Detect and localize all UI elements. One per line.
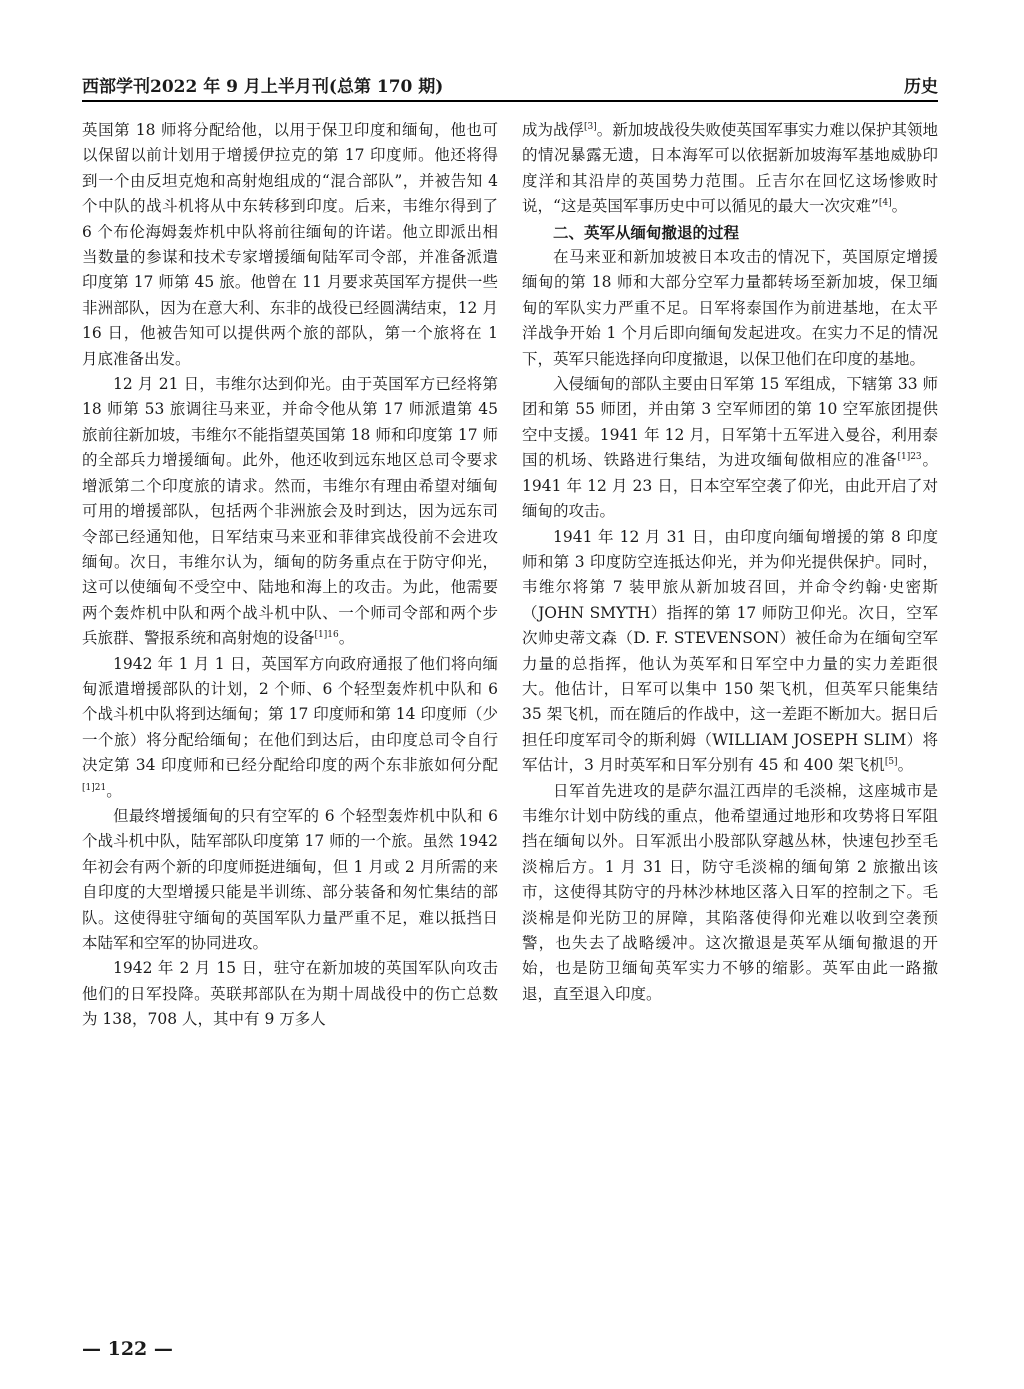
paragraph-text: 入侵缅甸的部队主要由日军第 15 军组成，下辖第 33 师团和第 55 师团，并由第 3 空军师团的第 10 空军旅团提供空中支援。1941 年 12 月，日军第十五军进入曼谷，利用泰国的机场、铁路进行集结，为进攻缅甸做相应的准备 bbox=[522, 375, 938, 470]
paragraph-text: 1942 年 2 月 15 日，驻守在新加坡的英国军队向攻击他们的日军投降。英联邦部队在为期十周战役中的伤亡总数为 138，708 人，其中有 9 万多人 bbox=[82, 959, 498, 1029]
section-name: 历史 bbox=[904, 77, 938, 97]
paragraph-text: 英国第 18 师将分配给他，以用于保卫印度和缅甸，他也可以保留以前计划用于增援伊拉克的第 17 印度师。他还将得到一个由反坦克炮和高射炮组成的“混合部队”，并被告知 4 个中队的战斗机将从中东转移到印度。后来，韦维尔得到了 6 个布伦海姆轰炸机中队将前往缅甸的许诺。他立即派出相当数量的参谋和技术专家增援缅甸陆军司令部，并准备派遣印度第 17 师第 45 旅。他曾在 11 月要求英国军方提供一些非洲部队，因为在意大利、东非的战役已经圆满结束，12 月 16 日，他被告知可以提供两个旅的部队，第一个旅将在 1 月底准备出发。 bbox=[82, 121, 498, 368]
running-header bbox=[82, 70, 938, 102]
page-number: — 122 — bbox=[82, 1338, 173, 1360]
paragraph bbox=[522, 245, 938, 372]
paragraph bbox=[82, 372, 498, 651]
journal-title: 西部学刊2022 年 9 月上半月刊(总第 170 期) bbox=[82, 77, 444, 97]
paragraph bbox=[82, 804, 498, 956]
paragraph bbox=[522, 118, 938, 220]
paragraph bbox=[82, 118, 498, 372]
paragraph-text: 12 月 21 日，韦维尔达到仰光。由于英国军方已经将第 18 师第 53 旅调往马来亚，并命令他从第 17 师派遣第 45 旅前往新加坡，韦维尔不能指望英国第 18 师和印度第 17 师的全部兵力增援缅甸。此外，他还收到远东地区总司令要求增派第二个印度旅的请求。然而，韦维尔有理由希望对缅甸可用的增援部队，包括两个非洲旅会及时到达，因为远东司令部已经通知他，日军结束马来亚和菲律宾战役前不会进攻缅甸。次日，韦维尔认为，缅甸的防务重点在于防守仰光，这可以使缅甸不受空中、陆地和海上的攻击。为此，他需要两个轰炸机中队和两个战斗机中队、一个师司令部和两个步兵旅群、警报系统和高射炮的设备 bbox=[82, 375, 498, 648]
paragraph-text: 1941 年 12 月 31 日，由印度向缅甸增援的第 8 印度师和第 3 印度防空连抵达仰光，并为仰光提供保护。同时，韦维尔将第 7 装甲旅从新加坡召回，并命令约翰·史密斯（JOHN SMYTH）指挥的第 17 师防卫仰光。次日，空军次帅史蒂文森（D. F. STEVENSON）被任命为在缅甸空军力量的总指挥，他认为英军和日军空中力量的实力差距很大。他估计，日军可以集中 150 架飞机，但英军只能集结 35 架飞机，而在随后的作战中，这一差距不断加大。据日后担任印度军司令的斯利姆（WILLIAM JOSEPH SLIM）将军估计，3 月时英军和日军分别有 45 和 400 架飞机 bbox=[522, 527, 938, 775]
citation: [4] bbox=[878, 198, 892, 209]
citation: [1]21 bbox=[82, 782, 107, 793]
paragraph-tail: 。 bbox=[891, 197, 908, 216]
paragraph-tail: 。 bbox=[106, 781, 122, 800]
paragraph bbox=[522, 372, 938, 524]
paragraph-text: 成为战俘 bbox=[522, 121, 585, 139]
right-column bbox=[522, 118, 938, 1007]
citation: [3] bbox=[584, 121, 597, 132]
paragraph-text: 。新加坡战役失败使英国军事实力难以保护其领地的情况暴露无遗，日本海军可以依据新加坡海军基地威胁印度洋和其沿岸的英国势力范围。丘吉尔在回忆这场惨败时说，“这是英国军事历史中可以循见的最大一次灾难” bbox=[522, 121, 938, 216]
paragraph bbox=[522, 779, 938, 1008]
paragraph-text: 在马来亚和新加坡被日本攻击的情况下，英国原定增援缅甸的第 18 师和大部分空军力量都转场至新加坡，保卫缅甸的军队实力严重不足。日军将泰国作为前进基地，在太平洋战争开始 1 个月后即向缅甸发起进攻。在实力不足的情况下，英军只能选择向印度撤退，以保卫他们在印度的基地。 bbox=[522, 248, 938, 368]
paragraph-text: 但最终增援缅甸的只有空军的 6 个轻型轰炸机中队和 6 个战斗机中队，陆军部队印度第 17 师的一个旅。虽然 1942 年初会有两个新的印度师挺进缅甸，但 1 月或 2 月所需的来自印度的大型增援只能是半训练、部分装备和匆忙集结的部队。这使得驻守缅甸的英国军队力量严重不足，难以抵挡日本陆军和空军的协同进攻。 bbox=[82, 806, 498, 952]
citation: [1]23 bbox=[897, 452, 922, 463]
paragraph bbox=[522, 525, 938, 779]
citation: [1]16 bbox=[314, 629, 339, 640]
paragraph bbox=[82, 652, 498, 804]
paragraph-tail: 。 bbox=[897, 756, 914, 775]
paragraph bbox=[82, 956, 498, 1032]
paragraph-text: 1942 年 1 月 1 日，英国军方向政府通报了他们将向缅甸派遣增援部队的计划，2 个师、6 个轻型轰炸机中队和 6 个战斗机中队将到达缅甸；第 17 印度师和第 14 印度师（少一个旅）将分配给缅甸；在他们到达后，由印度总司令自行决定第 34 印度师和已经分配给印度的两个东非旅如何分配 bbox=[82, 654, 498, 775]
paragraph-text: 日军首先进攻的是萨尔温江西岸的毛淡棉，这座城市是韦维尔计划中防线的重点，他希望通过地形和攻势将日军阻挡在缅甸以外。日军派出小股部队穿越丛林，快速包抄至毛淡棉后方。1 月 31 日，防守毛淡棉的缅甸第 2 旅撤出该市，这使得其防守的丹林沙林地区落入日军的控制之下。毛淡棉是仰光防卫的屏障，其陷落使得仰光难以收到空袭预警，也失去了战略缓冲。这次撤退是英军从缅甸撤退的开始，也是防卫缅甸英军实力不够的缩影。英军由此一路撤退，直至退入印度。 bbox=[522, 781, 938, 1003]
left-column bbox=[82, 118, 498, 1033]
citation: [5] bbox=[884, 757, 898, 767]
section-heading: 二、英军从缅甸撤退的过程 bbox=[553, 222, 740, 242]
paragraph-tail: 。1941 年 12 月 23 日，日本空军空袭了仰光，由此开启了对缅甸的攻击。 bbox=[522, 451, 938, 521]
paragraph-tail: 。 bbox=[338, 629, 355, 648]
